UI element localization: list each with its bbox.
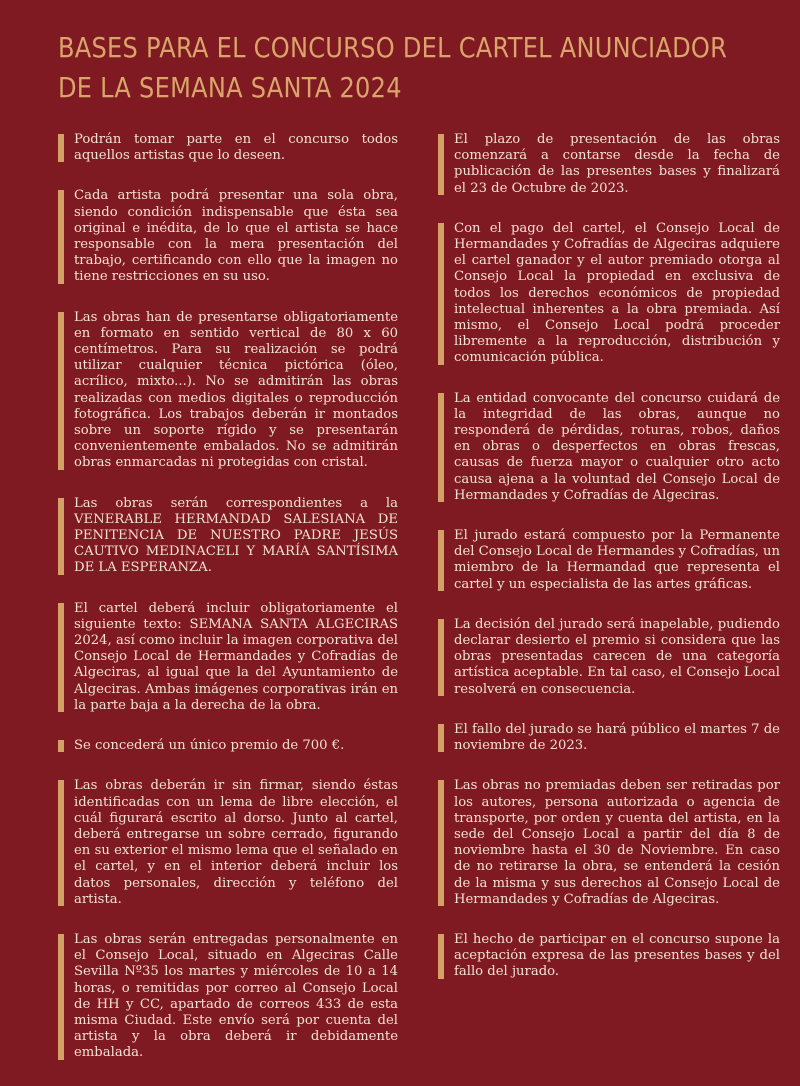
rule-text: Podrán tomar parte en el concurso todos aquellos artistas que lo deseen.: [74, 132, 398, 164]
rule-text: Las obras serán entregadas personalmente en el Consejo Local, situado en Algeciras Calle Sevilla Nº35 los martes y miércoles de 10 a 14 horas, o remitidas por correo al Consejo Local de HH y CC, apartado de correos 433 de esta misma Ciudad. Este envío será por cuenta del artista y la obra deberá ir debidamente embalada.: [74, 931, 398, 1061]
rule-paragraph: [58, 310, 398, 472]
rule-paragraph: [438, 617, 780, 698]
rule-text: El plazo de presentación de las obras comenzará a contarse desde la fecha de publicación de las presentes bases y finalizará el 23 de Octubre de 2023.: [454, 132, 780, 196]
rule-text: Cada artista podrá presentar una sola obra, siendo condición indispensable que ésta sea original e inédita, de lo que el artista se hace responsable con la mera presentación del trabajo, certificando con ello que la imagen no tiene restricciones en su uso.: [74, 188, 398, 285]
rule-paragraph: [438, 132, 780, 197]
rule-paragraph: [58, 738, 398, 754]
rule-text: Las obras no premiadas deben ser retiradas por los autores, persona autorizada o agencia de transporte, por orden y cuenta del artista, en la sede del Consejo Local a partir del día 8 de noviembre hasta el 30 de Noviembre. En caso de no retirarse la obra, se entenderá la cesión de la misma y sus derechos al Consejo Local de Hermandades y Cofradías de Algeciras.: [454, 778, 780, 907]
rule-text: Las obras serán correspondientes a la VENERABLE HERMANDAD SALESIANA DE PENITENCIA DE NUESTRO PADRE JESÚS CAUTIVO MEDINACELI Y MARÍA SANTÍSIMA DE LA ESPERANZA.: [74, 495, 398, 576]
rule-paragraph: [58, 778, 398, 908]
rule-text: La decisión del jurado será inapelable, pudiendo declarar desierto el premio si considera que las obras presentadas carecen de una categoría artística aceptable. En tal caso, el Consejo Local resolverá en consecuencia.: [454, 616, 780, 697]
rule-paragraph: [438, 932, 780, 981]
rule-text: Las obras deberán ir sin firmar, siendo éstas identificadas con un lema de libre elección, el cuál figurará escrito al dorso. Junto al cartel, deberá entregarse un sobre cerrado, figurando en su exterior el mismo lema que el señalado en el cartel, y en el interior deberá incluir los datos personales, dirección y teléfono del artista.: [74, 778, 398, 907]
rule-text: El fallo del jurado se hará público el martes 7 de noviembre de 2023.: [454, 721, 780, 754]
rule-paragraph: [438, 391, 780, 504]
rule-paragraph: [438, 528, 780, 593]
rule-paragraph: [438, 221, 780, 367]
rule-paragraph: [58, 601, 398, 714]
rule-paragraph: [438, 722, 780, 754]
rule-paragraph: [58, 132, 398, 164]
rule-paragraph: [58, 188, 398, 285]
rule-text: La entidad convocante del concurso cuidará de la integridad de las obras, aunque no responderá de pérdidas, roturas, robos, daños en obras o desperfectos en obras frescas, causas de fuerza mayor o cualquier otro acto causa ajena a la voluntad del Consejo Local de Hermandades y Cofradías de Algeciras.: [454, 390, 780, 503]
rule-paragraph: [438, 778, 780, 908]
rules-columns: [58, 132, 780, 1086]
rule-text: El jurado estará compuesto por la Permanente del Consejo Local de Hermandes y Cofradías, un miembro de la Hermandad que representa el cartel y un especialista de las artes gráficas.: [454, 528, 780, 592]
rule-text: Las obras han de presentarse obligatoriamente en formato en sentido vertical de 80 x 60 centímetros. Para su realización se podrá utilizar cualquier técnica pictórica (óleo, acrílico, mixto...). No se admitirán las obras realizadas con medios digitales o reproducción fotográfica. Los trabajos deberán ir montados sobre un soporte rígido y se presentarán convenientemente embalados. No se admitirán obras enmarcadas ni protegidas con cristal.: [74, 309, 398, 471]
rule-text: Se concederá un único premio de 700 €.: [74, 738, 345, 754]
rule-paragraph: [58, 496, 398, 577]
rule-text: El cartel deberá incluir obligatoriamente el siguiente texto: SEMANA SANTA ALGECIRAS 2024, así como incluir la imagen corporativa del Consejo Local de Hermandades y Cofradías de Algeciras, al igual que la del Ayuntamiento de Algeciras. Ambas imágenes corporativas irán en la parte baja a la derecha de la obra.: [74, 600, 398, 713]
title-line-1: BASES PARA EL CONCURSO DEL CARTEL ANUNCIADOR: [58, 31, 728, 64]
rule-paragraph: [58, 932, 398, 1062]
title-line-2: DE LA SEMANA SANTA 2024: [58, 71, 402, 104]
right-column: [438, 132, 780, 1086]
page-title: [58, 28, 728, 108]
rule-text: El hecho de participar en el concurso supone la aceptación expresa de las presentes bases y del fallo del jurado.: [454, 931, 780, 980]
rule-text: Con el pago del cartel, el Consejo Local de Hermandades y Cofradías de Algeciras adquiere el cartel ganador y el autor premiado otorga al Consejo Local la propiedad en exclusiva de todos los derechos económicos de propiedad intelectual inherentes a la obra premiada. Así mismo, el Consejo Local podrá proceder libremente a la reproducción, distribución y comunicación pública.: [454, 220, 780, 366]
left-column: [58, 132, 398, 1086]
